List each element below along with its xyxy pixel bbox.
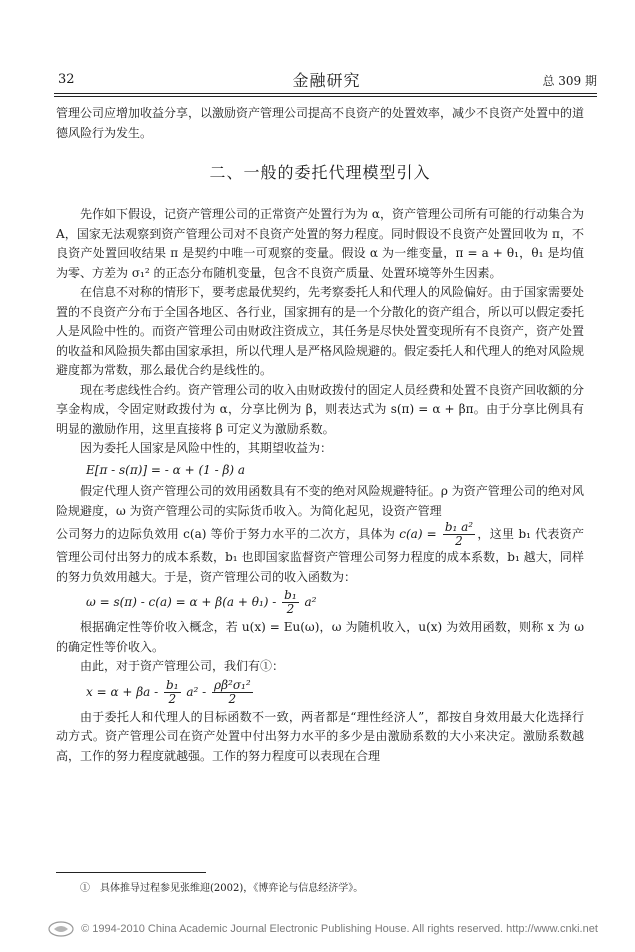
header-rule-thin <box>54 96 597 97</box>
equation-expected-return: E[π - s(π)] = - α + (1 - β) a <box>86 462 246 477</box>
cost-lhs: c(a) = <box>399 527 437 541</box>
ce-numerator-2: ρβ²σ₁² <box>214 677 251 692</box>
income-denominator: 2 <box>286 602 295 616</box>
footnote: ① 具体推导过程参见张维迎(2002)，《博弈论与信息经济学》。 <box>80 883 364 894</box>
ce-fraction-1 <box>164 679 181 706</box>
paragraph: 由于委托人和代理人的目标函数不一致，两者都是“理性经济人”，都按自身效用最大化选择行动方式。资产管理公司在资产处置中付出努力水平的多少是由激励系数的大小来决定。激励系数越高，工作的努力程度就越强。工作的努力程度可以表现在合理 <box>56 709 584 763</box>
ce-denominator-1: 2 <box>168 691 177 706</box>
journal-title: 金融研究 <box>292 71 361 90</box>
running-header <box>56 72 597 94</box>
cost-text-a: 公司努力的边际负效用 c(a) 等价于努力水平的二次方，具体为 <box>56 527 396 541</box>
paragraph: 管理公司应增加收益分享，以激励资产管理公司提高不良资产的处置效率，减少不良资产处置中的道德风险行为发生。 <box>56 106 585 140</box>
paragraph-cost-function <box>56 521 584 587</box>
ce-mid: a² - <box>186 684 207 699</box>
header-rule <box>54 93 597 94</box>
issue-number: 总 309 期 <box>542 74 597 88</box>
equation-income <box>86 589 584 616</box>
paragraph: 假定代理人资产管理公司的效用函数具有不变的绝对风险规避特征。ρ 为资产管理公司的绝对风险规避度，ω 为资产管理公司的实际货币收入。为简化起见，设资产管理 <box>56 484 584 518</box>
cnki-logo-icon <box>48 921 74 937</box>
income-tail: a² <box>304 595 317 609</box>
ce-fraction-2 <box>212 679 253 706</box>
equation-certainty-equivalent <box>86 679 584 706</box>
paragraph: 现在考虑线性合约。资产管理公司的收入由财政拨付的固定人员经费和处置不良资产回收额的分享金构成，令固定财政拨付为 α，分享比例为 β，则表达式为 s(π) = α + βπ。由于分享比例具有明显的激励作用，这里直接将 β 可定义为激励系数。 <box>56 382 585 436</box>
paragraph: 因为委托人国家是风险中性的，其期望收益为： <box>80 441 333 455</box>
cost-fraction <box>443 521 475 548</box>
ce-numerator-1: b₁ <box>166 677 179 692</box>
income-numerator: b₁ <box>284 588 297 602</box>
paragraph: 在信息不对称的情形下，要考虑最优契约，先考察委托人和代理人的风险偏好。由于国家需要处置的不良资产分布于全国各地区、各行业，国家拥有的是一个分散化的资产组合，所以可以假定委托人是风险中性的。而资产管理公司由财政注资成立，其任务是尽快处置变现所有不良资产，资产处置的收益和风险损失都由国家承担，所以代理人是严格风险规避的。假定委托人和代理人的绝对风险规避度都为常数，那么最优合约是线性的。 <box>56 285 585 377</box>
paragraph: 根据确定性等价收入概念，若 u(x) = Eu(ω)，ω 为随机收入，u(x) 为效用函数，则称 x 为 ω 的确定性等价收入。 <box>56 620 584 654</box>
ce-denominator-2: 2 <box>228 691 237 706</box>
cost-numerator: b₁ a² <box>444 520 474 534</box>
income-fraction <box>282 589 299 616</box>
paragraph: 由此，对于资产管理公司，我们有①： <box>80 659 285 673</box>
footnote-rule <box>56 872 206 873</box>
article-body <box>56 104 584 766</box>
cost-text-b: ，这里 b₁ 代表资产管理公司付出努力的成本系数，b₁ 也即国家监督资产管理公司努力程度的成本系数，b₁ 越大，同样的努力负效用越大。于是，资产管理公司的收入函数为： <box>56 527 584 584</box>
copyright-text: © 1994-2010 China Academic Journal Electronic Publishing House. All rights reserved. http://www.cnki.net <box>81 922 598 935</box>
section-title: 二、一般的委托代理模型引入 <box>209 163 431 182</box>
page-number: 32 <box>58 72 75 87</box>
copyright-footer <box>48 921 598 937</box>
cost-denominator: 2 <box>455 534 463 548</box>
ce-lhs: x = α + βa - <box>86 684 159 699</box>
paragraph: 先作如下假设，记资产管理公司的正常资产处置行为为 α，资产管理公司所有可能的行动集合为 A，国家无法观察到资产管理公司对不良资产处置的努力程度。同时假设不良资产处置回收为 π，不良资产处置回收结果 π 是契约中唯一可观察的变量。假设 α 为一维变量，π = a + θ₁，θ₁ 是均值为零、方差为 σ₁² 的正态分布随机变量，包含不良资产质量、处置环境等外生因素。 <box>56 207 584 280</box>
income-lhs: ω = s(π) - c(a) = α + β(a + θ₁) - <box>86 595 277 609</box>
